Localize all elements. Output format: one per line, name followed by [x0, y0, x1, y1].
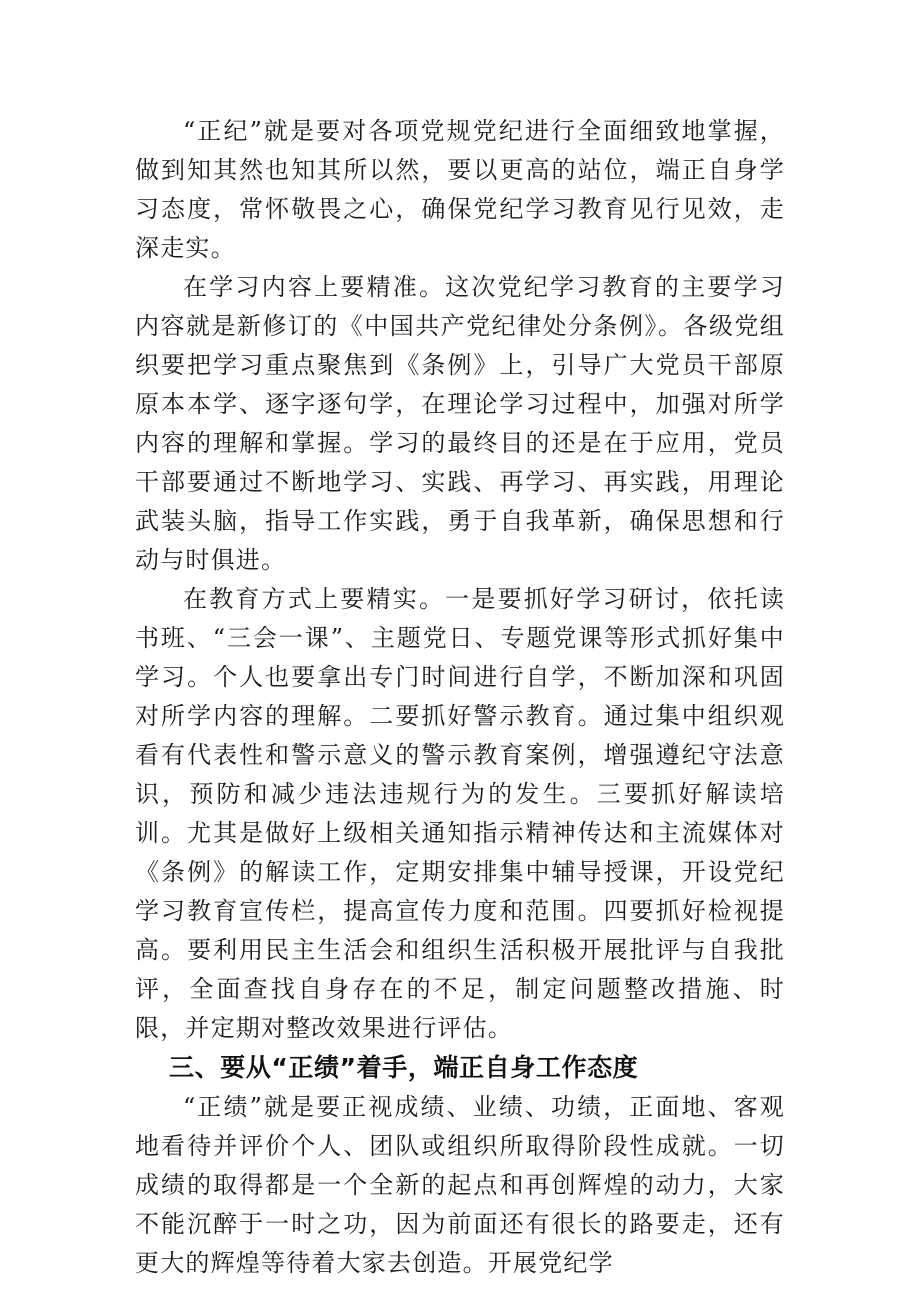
- paragraph-zhengji-achievement: “正绩”就是要正视成绩、业绩、功绩，正面地、客观地看待并评价个人、团队或组织所取得阶段性成就。一切成绩的取得都是一个全新的起点和再创辉煌的动力，大家不能沉醉于一时之功，因为前面还有很长的路要走，还有更大的辉煌等待着大家去创造。开展党纪学: [135, 1093, 785, 1277]
- paragraph-study-content: 在学习内容上要精准。这次党纪学习教育的主要学习内容就是新修订的《中国共产党纪律处分条例》。各级党组织要把学习重点聚焦到《条例》上，引导广大党员干部原原本本学、逐字逐句学，在理论学习过程中，加强对所学内容的理解和掌握。学习的最终目的还是在于应用，党员干部要通过不断地学习、实践、再学习、再实践，用理论武装头脑，指导工作实践，勇于自我革新，确保思想和行动与时俱进。: [135, 273, 785, 574]
- paragraph-education-method: 在教育方式上要精实。一是要抓好学习研讨，依托读书班、“三会一课”、主题党日、专题党课等形式抓好集中学习。个人也要拿出专门时间进行自学，不断加深和巩固对所学内容的理解。二要抓好警示教育。通过集中组织观看有代表性和警示意义的警示教育案例，增强遵纪守法意识，预防和减少违法违规行为的发生。三要抓好解读培训。尤其是做好上级相关通知指示精神传达和主流媒体对《条例》的解读工作，定期安排集中辅导授课，开设党纪学习教育宣传栏，提高宣传力度和范围。四要抓好检视提高。要利用民主生活会和组织生活积极开展批评与自我批评，全面查找自身存在的不足，制定问题整改措施、时限，并定期对整改效果进行评估。: [135, 585, 785, 1042]
- document-body: [135, 112, 785, 1283]
- section-heading: 三、要从“正绩”着手，端正自身工作态度: [169, 1053, 639, 1082]
- paragraph-zhengji: “正纪”就是要对各项党规党纪进行全面细致地掌握，做到知其然也知其所以然，要以更高的站位，端正自身学习态度，常怀敬畏之心，确保党纪学习教育见行见效，走深走实。: [135, 117, 785, 262]
